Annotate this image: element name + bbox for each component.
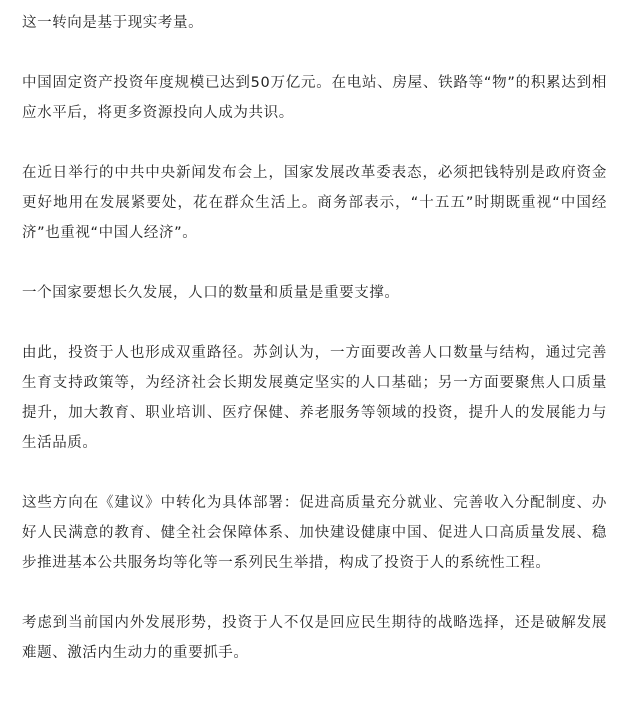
paragraph-7: 考虑到当前国内外发展形势，投资于人不仅是回应民生期待的战略选择，还是破解发展难题、激活内生动力的重要抓手。 xyxy=(22,615,607,661)
paragraph-4: 一个国家要想长久发展，人口的数量和质量是重要支撑。 xyxy=(22,285,400,301)
paragraph-3: 在近日举行的中共中央新闻发布会上，国家发展改革委表态，必须把钱特别是政府资金更好地用在发展紧要处，花在群众生活上。商务部表示，“十五五”时期既重视“中国经济”也重视“中国人经济”。 xyxy=(22,165,607,241)
paragraph-1: 这一转向是基于现实考量。 xyxy=(22,15,204,31)
paragraph-5: 由此，投资于人也形成双重路径。苏剑认为，一方面要改善人口数量与结构，通过完善生育支持政策等，为经济社会长期发展奠定坚实的人口基础；另一方面要聚焦人口质量提升，加大教育、职业培训、医疗保健、养老服务等领域的投资，提升人的发展能力与生活品质。 xyxy=(22,345,607,451)
paragraph-2: 中国固定资产投资年度规模已达到50万亿元。在电站、房屋、铁路等“物”的积累达到相应水平后，将更多资源投向人成为共识。 xyxy=(22,75,607,121)
paragraph-6: 这些方向在《建议》中转化为具体部署：促进高质量充分就业、完善收入分配制度、办好人民满意的教育、健全社会保障体系、加快建设健康中国、促进人口高质量发展、稳步推进基本公共服务均等化等一系列民生举措，构成了投资于人的系统性工程。 xyxy=(22,495,607,571)
